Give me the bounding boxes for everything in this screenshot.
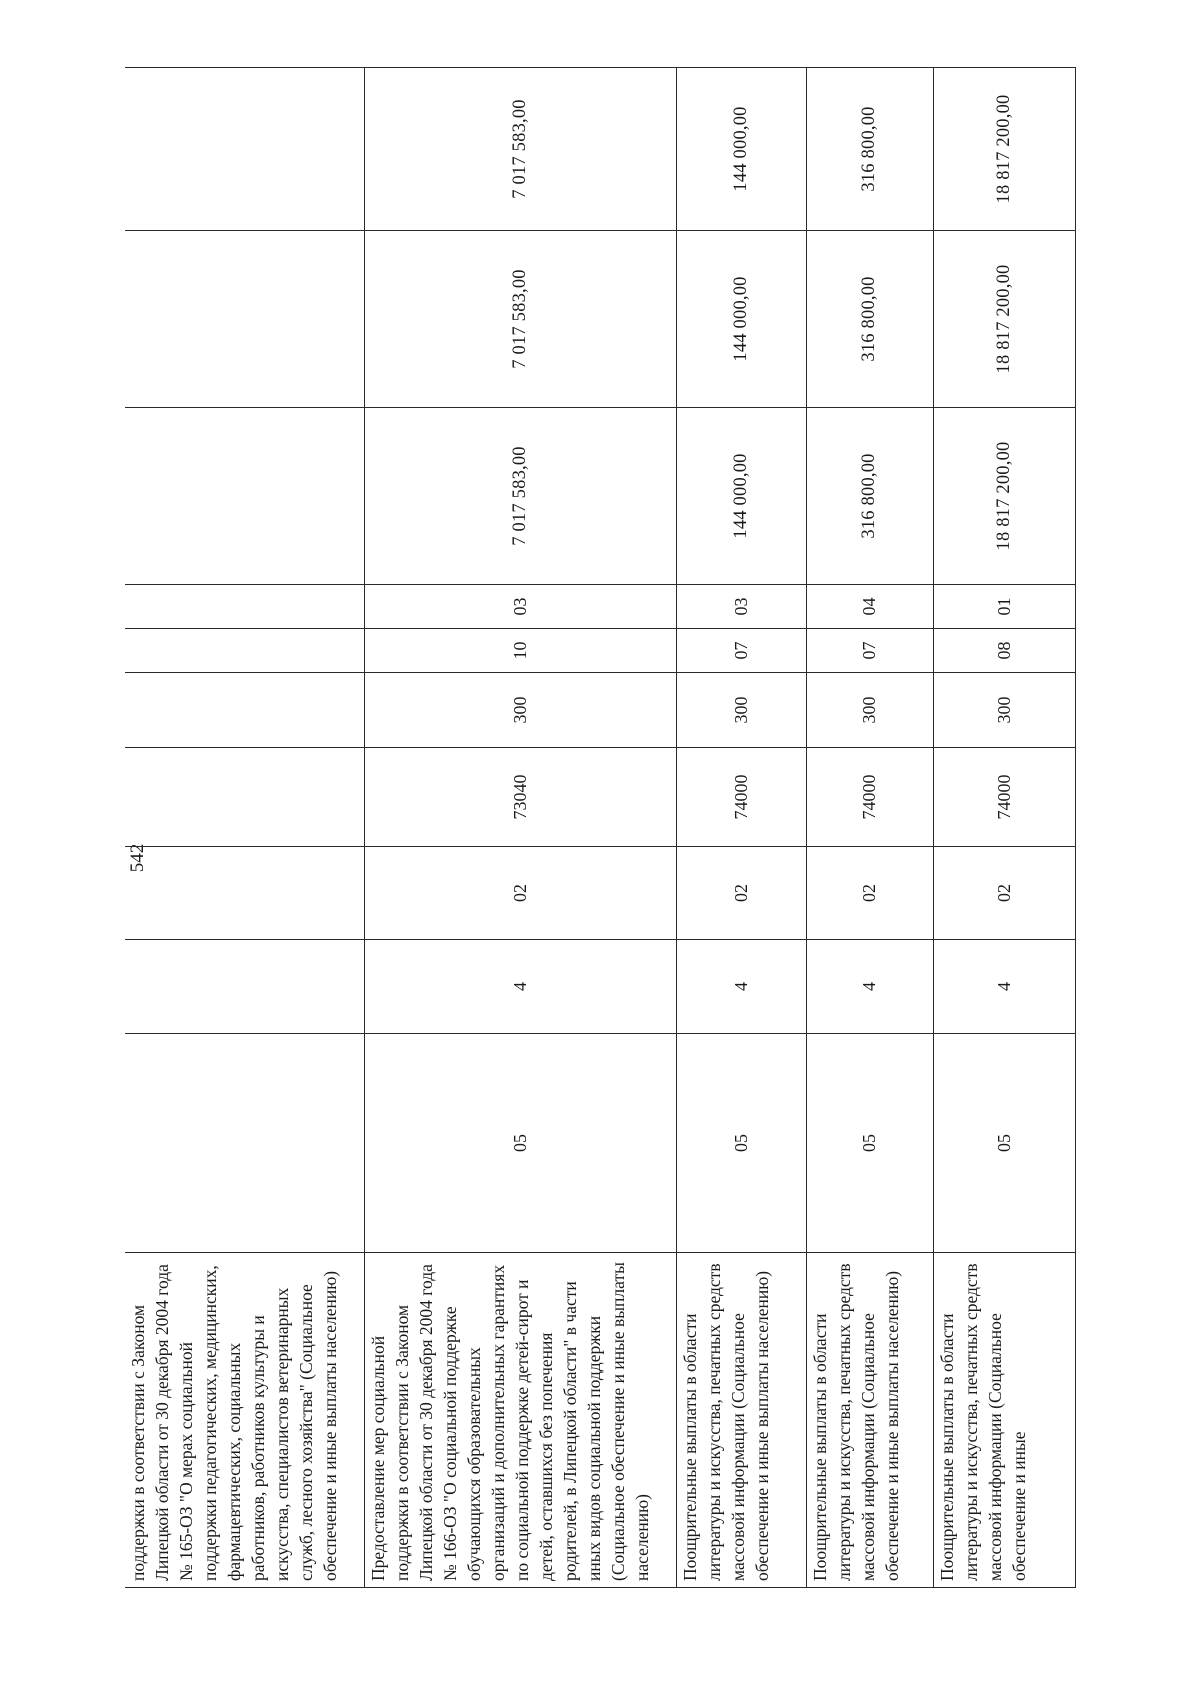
- cell-amount-1: 316 800,00: [806, 408, 933, 585]
- page-number: 542: [127, 843, 148, 873]
- cell-amount-2: [125, 231, 364, 408]
- table-row: [364, 68, 676, 1588]
- cell-col2: 05: [933, 1034, 1075, 1253]
- cell-col2: 05: [806, 1034, 933, 1253]
- cell-amount-3: 7 017 583,00: [364, 68, 676, 231]
- rotated-table-wrapper: [125, 68, 1075, 1588]
- cell-amount-3: 316 800,00: [806, 68, 933, 231]
- cell-amount-2: 7 017 583,00: [364, 231, 676, 408]
- cell-col4: 02: [364, 847, 676, 940]
- cell-amount-1: [125, 408, 364, 585]
- table-row: [125, 68, 364, 1588]
- cell-col4: 02: [933, 847, 1075, 940]
- cell-amount-1: 7 017 583,00: [364, 408, 676, 585]
- cell-col7: 07: [676, 629, 806, 673]
- cell-col6: 300: [806, 673, 933, 748]
- row-description: Предоставление мер социальной поддержки в соответствии с Законом Липецкой области от 30 декабря 2004 года № 166-ОЗ "О социальной поддержке обучающихся образовательных организаций и дополнительных гарантиях по социальной поддержке детей-сирот и детей, оставшихся без попечения родителей, в Липецкой области" в части иных видов социальной поддержки (Социальное обеспечение и иные выплаты населению): [364, 1253, 676, 1588]
- cell-amount-2: 18 817 200,00: [933, 231, 1075, 408]
- cell-col8: 03: [364, 585, 676, 629]
- cell-amount-2: 144 000,00: [676, 231, 806, 408]
- cell-col2: 05: [676, 1034, 806, 1253]
- cell-amount-3: 144 000,00: [676, 68, 806, 231]
- cell-col3: [125, 940, 364, 1034]
- cell-col5: 74000: [806, 748, 933, 847]
- cell-col7: [125, 629, 364, 673]
- cell-col8: [125, 585, 364, 629]
- cell-col4: 02: [806, 847, 933, 940]
- cell-col6: 300: [676, 673, 806, 748]
- cell-col6: 300: [933, 673, 1075, 748]
- cell-col7: 10: [364, 629, 676, 673]
- cell-col5: 74000: [676, 748, 806, 847]
- cell-col3: 4: [933, 940, 1075, 1034]
- row-description: поддержки в соответствии с Законом Липецкой области от 30 декабря 2004 года № 165-ОЗ "О мерах социальной поддержки педагогических, медицинских, фармацевтических, социальных работников, работников культуры и искусства, специалистов ветеринарных служб, лесного хозяйства" (Социальное обеспечение и иные выплаты населению): [125, 1253, 364, 1588]
- cell-col5: [125, 748, 364, 847]
- budget-table: [125, 67, 1076, 1588]
- cell-col7: 07: [806, 629, 933, 673]
- cell-col2: 05: [364, 1034, 676, 1253]
- cell-col3: 4: [806, 940, 933, 1034]
- table-row: [676, 68, 806, 1588]
- cell-col5: 73040: [364, 748, 676, 847]
- row-description: Поощрительные выплаты в области литературы и искусства, печатных средств массовой информации (Социальное обеспечение и иные выплаты населению): [806, 1253, 933, 1588]
- cell-col7: 08: [933, 629, 1075, 673]
- cell-col4: 02: [676, 847, 806, 940]
- cell-col4: [125, 847, 364, 940]
- cell-col8: 03: [676, 585, 806, 629]
- cell-col5: 74000: [933, 748, 1075, 847]
- table-row: [933, 68, 1075, 1588]
- cell-col6: 300: [364, 673, 676, 748]
- cell-amount-1: 18 817 200,00: [933, 408, 1075, 585]
- cell-col3: 4: [364, 940, 676, 1034]
- cell-col3: 4: [676, 940, 806, 1034]
- cell-col6: [125, 673, 364, 748]
- cell-amount-2: 316 800,00: [806, 231, 933, 408]
- row-description: Поощрительные выплаты в области литературы и искусства, печатных средств массовой информации (Социальное обеспечение и иные выплаты населению): [676, 1253, 806, 1588]
- cell-col8: 01: [933, 585, 1075, 629]
- cell-amount-1: 144 000,00: [676, 408, 806, 585]
- cell-col2: [125, 1034, 364, 1253]
- table-row: [806, 68, 933, 1588]
- cell-amount-3: [125, 68, 364, 231]
- cell-col8: 04: [806, 585, 933, 629]
- cell-amount-3: 18 817 200,00: [933, 68, 1075, 231]
- row-description: Поощрительные выплаты в области литературы и искусства, печатных средств массовой информации (Социальное обеспечение и иные: [933, 1253, 1075, 1588]
